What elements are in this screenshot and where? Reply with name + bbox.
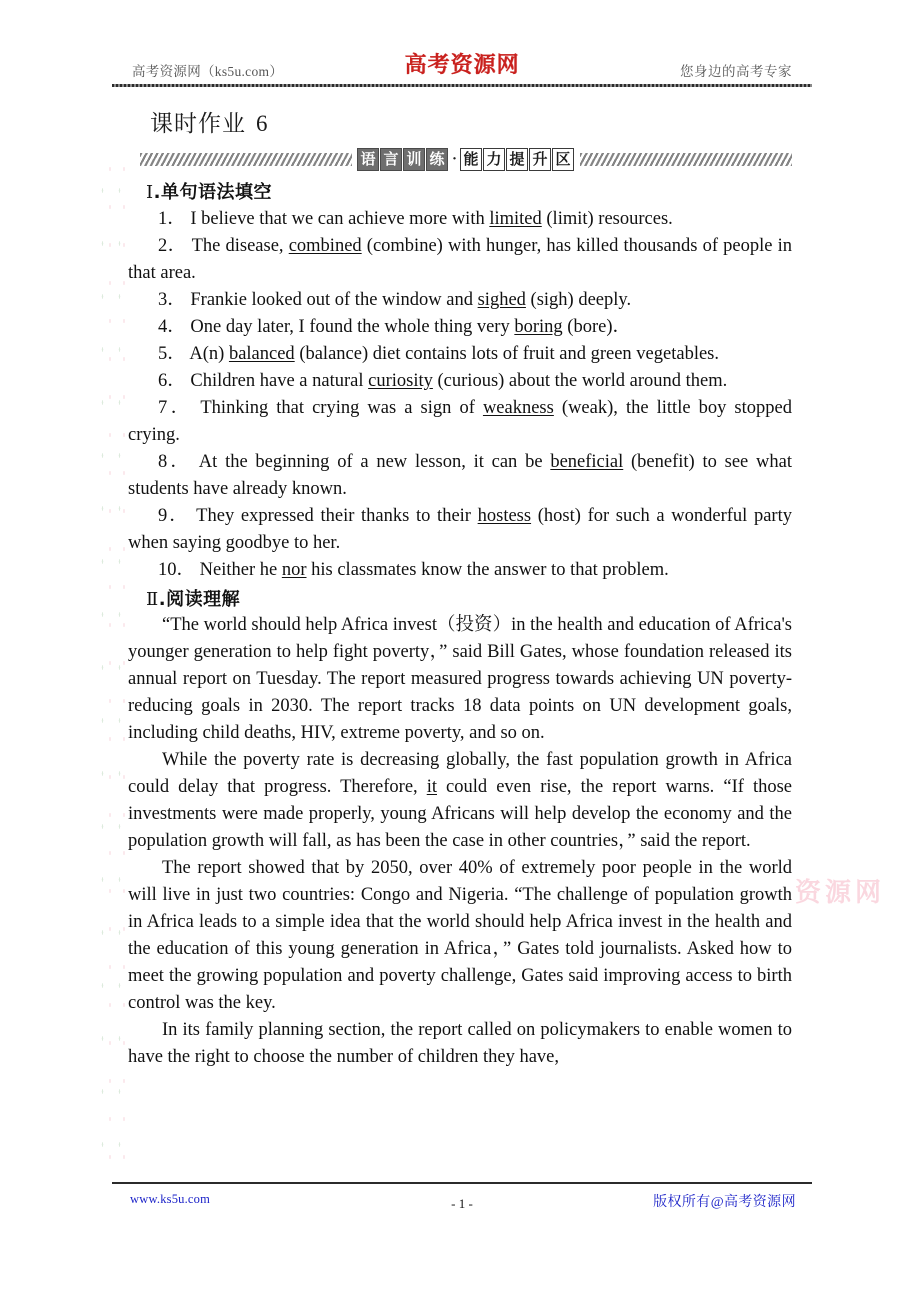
item-answer: weakness	[482, 398, 554, 418]
item-answer: boring	[514, 317, 563, 337]
header-logo: 高考资源网	[404, 52, 520, 78]
item-text-after: (sigh) deeply.	[525, 290, 632, 310]
footer-divider	[112, 1182, 812, 1184]
header-site-name: 高考资源网（ks5u.com）	[132, 64, 284, 79]
paragraph-text: The report showed that by 2050, over 40% of extremely poor people in the world will live in just two countries: Congo and Nigeria. “The challenge of population growth in Africa leads to a simple idea that the world should help Africa invest in the health and the education of this young generation in Africa，” Gates told journalists. Asked how to meet the growing population and poverty challenge, Gates said improving access to birth control was the key.	[128, 858, 792, 1013]
item-number: 10．	[158, 560, 196, 580]
header-tagline: 您身边的高考专家	[680, 64, 792, 79]
item-text-after: (balance) diet contains lots of fruit and green vegetables.	[294, 344, 719, 364]
item-text-before: At the beginning of a new lesson, it can be	[192, 452, 551, 472]
grammar-item	[128, 395, 792, 449]
hatch-bar-right	[580, 153, 792, 166]
scan-speckle-artifact	[100, 150, 126, 1160]
paragraph-text: In its family planning section, the report called on policymakers to enable women to have the right to choose the number of children they have,	[128, 1020, 792, 1067]
section-two-paragraphs	[128, 612, 792, 1071]
item-text-before: Frankie looked out of the window and	[185, 290, 478, 310]
watermark: 资源网	[795, 878, 886, 908]
section-two-numeral: Ⅱ	[146, 589, 159, 609]
page-title-number: 6	[256, 111, 269, 136]
section-one-numeral: Ⅰ	[146, 182, 154, 202]
item-text-before: A(n)	[185, 344, 229, 364]
badge-char-dark-4: 练	[426, 148, 448, 171]
hatch-bar-left	[140, 153, 352, 166]
badge-char-light-4: 升	[529, 148, 551, 171]
page-footer	[112, 1182, 812, 1222]
item-text-after: (combine) with hunger, has killed thousands of people in that area.	[128, 236, 792, 283]
item-number: 8．	[158, 452, 193, 472]
section-one-items	[128, 206, 792, 584]
reading-paragraph	[128, 855, 792, 1017]
item-text-after: (curious) about the world around them.	[432, 371, 728, 391]
item-number: 4．	[158, 317, 186, 337]
badge-char-light-5: 区	[552, 148, 574, 171]
document-body	[128, 178, 792, 1071]
item-text-after: (benefit) to see what students have already known.	[128, 452, 792, 499]
page-title	[150, 105, 269, 138]
item-answer: nor	[281, 560, 307, 580]
section-two-heading	[146, 585, 792, 611]
item-text-after: (host) for such a wonderful party when saying goodbye to her.	[128, 506, 792, 553]
footer-url[interactable]: www.ks5u.com	[130, 1192, 211, 1206]
footer-page-number: - 1 -	[451, 1196, 473, 1211]
item-text-before: Thinking that crying was a sign of	[192, 398, 483, 418]
badge-char-dark-3: 训	[403, 148, 425, 171]
footer-copyright: 版权所有@高考资源网	[653, 1195, 796, 1210]
item-text-after: (limit) resources.	[541, 209, 673, 229]
item-text-before: They expressed their thanks to their	[189, 506, 478, 526]
item-text-before: Children have a natural	[185, 371, 369, 391]
page-title-text: 课时作业	[150, 111, 246, 136]
header-divider	[112, 84, 812, 87]
page-header	[112, 46, 812, 88]
item-answer: limited	[489, 209, 542, 229]
badge-char-dark-2: 言	[380, 148, 402, 171]
grammar-item	[128, 314, 792, 341]
item-number: 7．	[158, 398, 193, 418]
paragraph-text: “The world should help Africa invest（投资）in the health and education of Africa's younger generation to help fight poverty，” said Bill Gates, whose foundation released its annual report on Tuesday. The report measured progress towards achieving UN poverty-reducing goals in 2030. The report tracks 18 data points on UN development goals, including child deaths, HIV, extreme poverty, and so on.	[128, 615, 792, 743]
section-one-label: .单句语法填空	[153, 182, 272, 203]
paragraph-underlined-word: it	[426, 777, 437, 797]
section-badge	[352, 148, 580, 171]
item-number: 6．	[158, 371, 186, 391]
item-text-before: I believe that we can achieve more with	[185, 209, 490, 229]
badge-char-light-1: 能	[460, 148, 482, 171]
section-one-heading	[146, 178, 792, 204]
grammar-item	[128, 368, 792, 395]
grammar-item	[128, 233, 792, 287]
grammar-item	[128, 503, 792, 557]
item-answer: hostess	[477, 506, 532, 526]
grammar-item	[128, 206, 792, 233]
item-number: 3．	[158, 290, 186, 310]
grammar-item	[128, 287, 792, 314]
badge-separator: ·	[452, 150, 458, 167]
item-answer: curiosity	[368, 371, 433, 391]
badge-char-light-3: 提	[506, 148, 528, 171]
item-answer: sighed	[477, 290, 526, 310]
item-text-after: (bore)．	[562, 317, 631, 337]
item-answer: balanced	[228, 344, 295, 364]
item-number: 9．	[158, 506, 190, 526]
reading-paragraph	[128, 1017, 792, 1071]
badge-char-dark-1: 语	[357, 148, 379, 171]
paragraph-text: could even rise, the report warns. “If those investments were made properly, young Africans will help develop the economy and the population growth will fall, as has been the case in other countries，” said the report.	[128, 777, 792, 851]
item-text-before: One day later, I found the whole thing very	[185, 317, 515, 337]
paragraph-text: While the poverty rate is decreasing globally, the fast population growth in Africa could delay that progress. Therefore,	[128, 750, 792, 797]
item-number: 5．	[158, 344, 186, 364]
item-text-before: Neither he	[195, 560, 282, 580]
grammar-item	[128, 341, 792, 368]
item-text-after: (weak), the little boy stopped crying.	[128, 398, 792, 445]
reading-paragraph	[128, 747, 792, 855]
section-badge-band	[140, 146, 792, 172]
item-text-after: his classmates know the answer to that problem.	[306, 560, 669, 580]
grammar-item	[128, 449, 792, 503]
reading-paragraph	[128, 612, 792, 747]
item-answer: combined	[288, 236, 362, 256]
item-number: 2．	[158, 236, 187, 256]
badge-char-light-2: 力	[483, 148, 505, 171]
item-number: 1．	[158, 209, 186, 229]
item-answer: beneficial	[550, 452, 624, 472]
grammar-item	[128, 557, 792, 584]
item-text-before: The disease,	[186, 236, 289, 256]
section-two-label: .阅读理解	[158, 589, 241, 610]
